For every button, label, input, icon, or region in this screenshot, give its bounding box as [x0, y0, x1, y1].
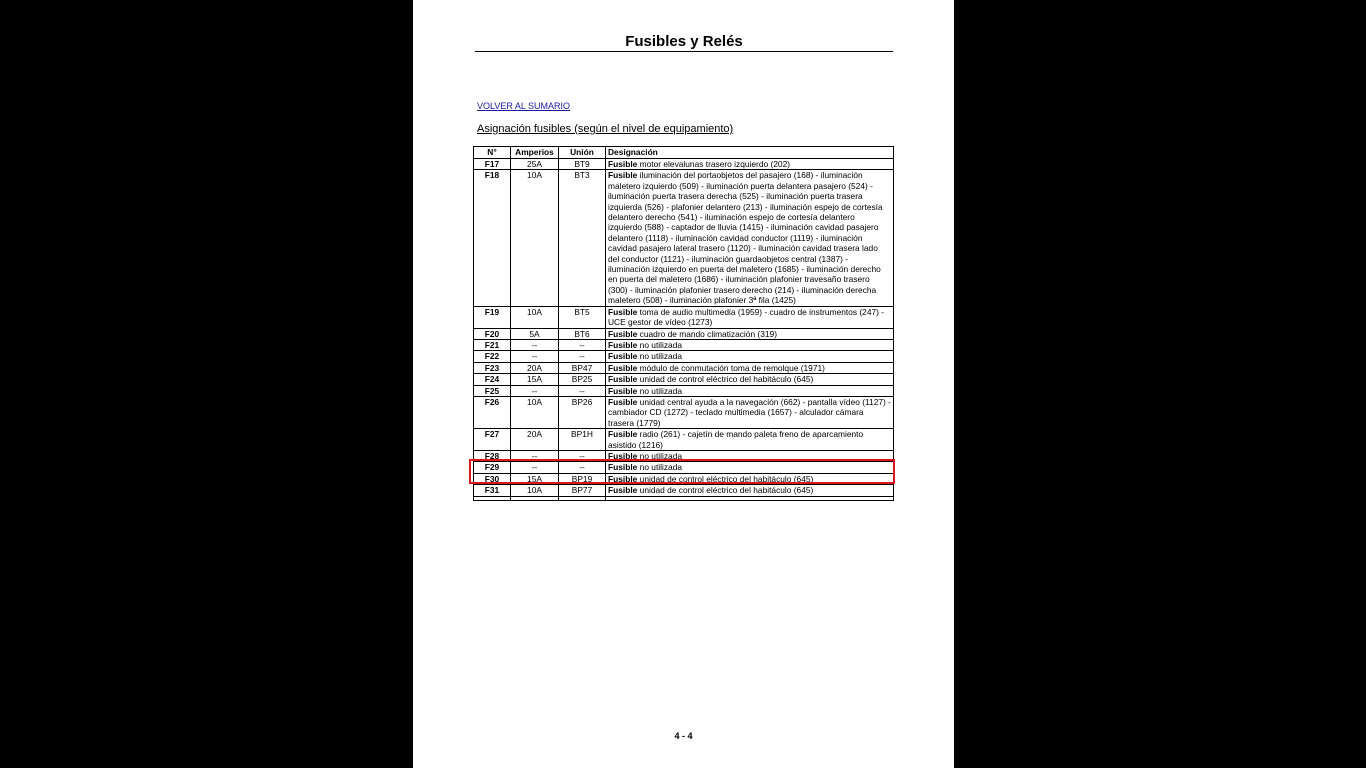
fuse-number: F31: [474, 485, 511, 496]
fuse-number: F22: [474, 351, 511, 362]
fuse-label: Fusible: [608, 396, 638, 407]
document-page: [413, 0, 954, 768]
fuse-union: BP47: [559, 362, 606, 373]
table-trailer-cell: [606, 496, 894, 500]
fuse-label: Fusible: [608, 159, 638, 169]
fuse-designation: [606, 170, 894, 306]
table-row: [474, 351, 894, 362]
fuse-amperage: 20A: [511, 362, 559, 373]
fuse-amperage: 15A: [511, 473, 559, 484]
fuse-label: Fusible: [608, 450, 638, 461]
fuse-number: F28: [474, 450, 511, 461]
fuse-number: F21: [474, 339, 511, 350]
fuse-number: F30: [474, 473, 511, 484]
fuse-description: unidad de control eléctrico del habitáculo (645): [637, 485, 814, 496]
fuse-description: no utilizada: [637, 450, 683, 461]
fuse-description: módulo de conmutación toma de remolque (1971): [637, 362, 825, 373]
title-underline: [475, 51, 893, 52]
fuse-amperage: --: [511, 351, 559, 362]
fuse-amperage: 5A: [511, 328, 559, 339]
fuse-designation: [606, 429, 894, 451]
fuse-description: unidad de control eléctrico del habitáculo (645): [637, 473, 814, 484]
fuse-amperage: 10A: [511, 396, 559, 428]
fuse-union: --: [559, 450, 606, 461]
fuse-designation: [606, 159, 894, 170]
table-row: [474, 339, 894, 350]
fuse-label: Fusible: [608, 473, 638, 484]
fuse-designation: [606, 462, 894, 473]
table-row: [474, 374, 894, 385]
fuse-union: --: [559, 351, 606, 362]
fuse-description: radio (261) - cajetín de mando paleta freno de aparcamiento asistido (1216): [608, 429, 864, 450]
fuse-label: Fusible: [608, 170, 638, 181]
fuse-number: F29: [474, 462, 511, 473]
fuse-union: BP1H: [559, 429, 606, 451]
fuse-designation: [606, 374, 894, 385]
fuse-label: Fusible: [608, 485, 638, 496]
fuse-union: --: [559, 339, 606, 350]
table-row: [474, 170, 894, 306]
table-row: [474, 362, 894, 373]
fuse-label: Fusible: [608, 385, 638, 396]
back-to-summary-link[interactable]: VOLVER AL SUMARIO: [477, 101, 571, 111]
fuse-union: BP19: [559, 473, 606, 484]
fuse-number: F24: [474, 374, 511, 385]
fuse-amperage: --: [511, 385, 559, 396]
fuse-description: unidad central ayuda a la navegación (662) - pantalla vídeo (1127) - cambiador CD (1272) - teclado multimedia (1657) - alculador cámara trasera (1779): [608, 396, 891, 428]
fuse-description: no utilizada: [637, 385, 683, 396]
section-heading: Asignación fusibles (según el nivel de equipamiento): [477, 123, 734, 135]
fuse-designation: [606, 396, 894, 428]
table-row: [474, 462, 894, 473]
fuse-amperage: 10A: [511, 306, 559, 328]
fuse-amperage: 10A: [511, 485, 559, 496]
fuse-amperage: 15A: [511, 374, 559, 385]
fuse-union: BT5: [559, 306, 606, 328]
fuse-amperage: 10A: [511, 170, 559, 306]
fuse-amperage: --: [511, 450, 559, 461]
fuse-number: F23: [474, 362, 511, 373]
fuse-number: F27: [474, 429, 511, 451]
fuse-number: F18: [474, 170, 511, 306]
table-row: [474, 473, 894, 484]
fuse-label: Fusible: [608, 351, 638, 362]
fuse-designation: [606, 328, 894, 339]
header-amps: Amperios: [511, 147, 559, 159]
fuse-label: Fusible: [608, 339, 638, 350]
page-title: Fusibles y Relés: [625, 33, 743, 50]
fuse-union: --: [559, 462, 606, 473]
header-designation: Designación: [606, 147, 894, 159]
fuse-designation: [606, 351, 894, 362]
table-row: [474, 306, 894, 328]
fuse-number: F20: [474, 328, 511, 339]
fuse-amperage: 25A: [511, 159, 559, 170]
fuse-amperage: --: [511, 339, 559, 350]
fuse-designation: [606, 306, 894, 328]
fuse-description: no utilizada: [637, 462, 683, 473]
fuse-label: Fusible: [608, 362, 638, 373]
fuse-number: F17: [474, 159, 511, 170]
fuse-number: F19: [474, 306, 511, 328]
fuse-description: no utilizada: [637, 351, 683, 362]
fuse-number: F25: [474, 385, 511, 396]
fuse-union: BP25: [559, 374, 606, 385]
fuse-designation: [606, 450, 894, 461]
table-header-row: [474, 147, 894, 159]
table-row: [474, 485, 894, 496]
table-row: [474, 385, 894, 396]
header-union: Unión: [559, 147, 606, 159]
fuse-label: Fusible: [608, 462, 638, 473]
fuse-union: BT6: [559, 328, 606, 339]
fuse-designation: [606, 362, 894, 373]
table-trailer-row: [474, 496, 894, 500]
table-row: [474, 396, 894, 428]
table-row: [474, 159, 894, 170]
fuse-number: F26: [474, 396, 511, 428]
fuse-amperage: --: [511, 462, 559, 473]
fuse-designation: [606, 339, 894, 350]
fuse-description: toma de audio multimedia (1959) - cuadro de instrumentos (247) - UCE gestor de vídeo (1273): [608, 306, 885, 328]
fuse-description: iluminación del portaobjetos del pasajero (168) - iluminación maletero izquierdo (509) - iluminación puerta delantera pasajero (524) - iluminación puerta trasera derecha (525) - iluminación puerta trasera izquierda (526) - plafonier delantero (213) - iluminación espejo de cortesía delantero derecho (541) - iluminación espejo de cortesía delantero izquierdo (588) - captador de lluvia (1415) - iluminación cavidad pasajero delantero (1118) - iluminación cavidad conductor (1119) - iluminación cavidad pasajero lateral trasero (1120) - iluminación cavidad trasera lado del conductor (1121) - iluminación guardaobjetos central (1387) - iluminación izquierdo en puerta del maletero (1685) - iluminación derecho en puerta del maletero (1686) - iluminación plafonier travesaño trasero (300) - iluminación plafonier trasero derecho (214) - iluminación derecha maletero (508) - iluminación plafonier 3ª fila (1425): [608, 170, 883, 306]
fuse-designation: [606, 385, 894, 396]
fuse-description: motor elevalunas trasero izquierdo (202): [637, 159, 791, 169]
fuse-description: cuadro de mando climatización (319): [637, 328, 777, 339]
fuse-label: Fusible: [608, 374, 638, 385]
fuse-label: Fusible: [608, 328, 638, 339]
fuse-designation: [606, 473, 894, 484]
fuse-union: BP26: [559, 396, 606, 428]
fuse-union: BT3: [559, 170, 606, 306]
table-row: [474, 429, 894, 451]
fuse-union: --: [559, 385, 606, 396]
table-trailer-cell: [474, 496, 511, 500]
fuse-description: no utilizada: [637, 339, 683, 350]
fuse-description: unidad de control eléctrico del habitáculo (645): [637, 374, 814, 385]
table-trailer-cell: [559, 496, 606, 500]
table-row: [474, 450, 894, 461]
fuse-table: [473, 146, 894, 501]
fuse-designation: [606, 485, 894, 496]
fuse-label: Fusible: [608, 306, 638, 317]
fuse-table-body: [474, 159, 894, 501]
fuse-union: BP77: [559, 485, 606, 496]
fuse-amperage: 20A: [511, 429, 559, 451]
header-num: N°: [474, 147, 511, 159]
table-row: [474, 328, 894, 339]
page-number: 4 - 4: [674, 731, 693, 741]
fuse-label: Fusible: [608, 429, 638, 440]
fuse-union: BT9: [559, 159, 606, 170]
table-trailer-cell: [511, 496, 559, 500]
